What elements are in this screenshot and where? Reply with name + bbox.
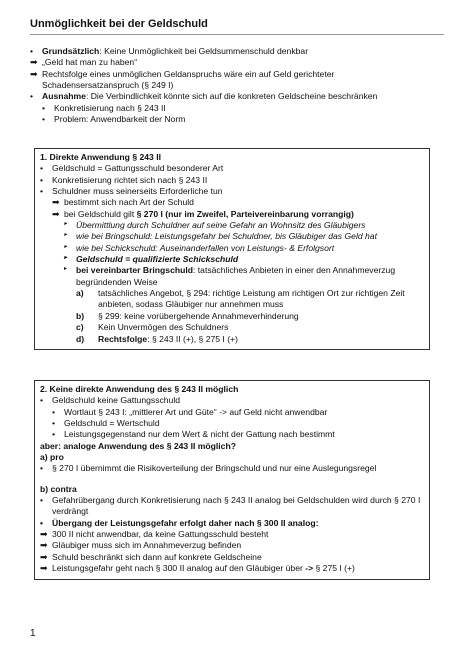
list-item: ➡ bestimmt sich nach Art der Schuld xyxy=(52,197,194,208)
list-item: ➡ Leistungsgefahr geht nach § 300 II analog auf den Gläubiger über -> § 275 I (+) xyxy=(40,563,355,574)
bullet-icon: • xyxy=(40,463,44,474)
triangle-bullet-icon: ▸ xyxy=(64,255,68,262)
list-item: ▸ bei vereinbarter Bringschuld: tatsächliches Anbieten in einer den Annahmeverzug begründenden Weise xyxy=(64,265,396,287)
list-item: ➡ bei Geldschuld gilt § 270 I (nur im Zweifel, Parteivereinbarung vorrangig) xyxy=(52,208,354,219)
list-item: ➡ 300 II nicht anwendbar, da keine Gattungsschuld besteht xyxy=(40,529,269,540)
arrow-right-icon: ➡ xyxy=(40,563,48,574)
arrow-right-icon: ➡ xyxy=(40,551,48,562)
subheading-pro: a) pro xyxy=(40,452,64,463)
list-item: • § 270 I übernimmt die Risikoverteilung der Bringschuld und nur eine Auslegungsregel xyxy=(40,463,377,474)
bullet-icon: • xyxy=(40,395,44,406)
list-item: c) Kein Unvermögen des Schuldners xyxy=(76,322,229,333)
box-heading: 2. Keine direkte Anwendung des § 243 II möglich xyxy=(40,384,239,394)
bullet-icon: • xyxy=(52,406,56,417)
list-item: • Gefahrübergang durch Konkretisierung nach § 243 II analog bei Geldschulden wird durch § 270 I verdrängt xyxy=(40,495,421,517)
list-item: • Geldschuld = Gattungsschuld besonderer Art xyxy=(40,163,224,174)
bullet-icon: • xyxy=(52,418,56,429)
box-heading: 1. Direkte Anwendung § 243 II xyxy=(40,152,161,162)
triangle-bullet-icon: ▸ xyxy=(64,221,68,228)
list-item: d) Rechtsfolge: § 243 II (+), § 275 I (+) xyxy=(76,333,238,344)
arrow-right-icon: ➡ xyxy=(40,540,48,551)
list-item: • Konkretisierung nach § 243 II xyxy=(42,102,166,113)
arrow-right-icon: ➡ xyxy=(40,529,48,540)
list-item: • Leistungsgegenstand nur dem Wert & nicht der Gattung nach bestimmt xyxy=(52,429,335,440)
title-divider xyxy=(30,34,444,35)
list-item: • Konkretisierung richtet sich nach § 243 II xyxy=(40,174,208,185)
bullet-icon: • xyxy=(40,186,44,197)
list-item: • Schuldner muss seinerseits Erforderliche tun xyxy=(40,186,223,197)
bullet-icon: • xyxy=(40,174,44,185)
list-item: ▸ Übermittlung durch Schuldner auf seine Gefahr an Wohnsitz des Gläubigers xyxy=(64,220,366,231)
list-item: ▸ Geldschuld = qualifizierte Schickschuld xyxy=(64,254,239,265)
question-line: aber: analoge Anwendung des § 243 II möglich? xyxy=(40,440,236,451)
list-item: • Problem: Anwendbarkeit der Norm xyxy=(42,114,186,125)
bullet-icon: • xyxy=(30,91,34,102)
bullet-icon: • xyxy=(40,517,44,528)
list-item: ➡ Rechtsfolge eines unmöglichen Geldanspruchs wäre ein auf Geld gerichteter Schadensersatzanspruch (§ 249 I) xyxy=(30,68,335,91)
list-item: ➡ Schuld beschränkt sich dann auf konkrete Geldscheine xyxy=(40,551,262,562)
bullet-icon: • xyxy=(40,163,44,174)
list-item: ➡ Gläubiger muss sich im Annahmeverzug befinden xyxy=(40,540,242,551)
list-item: • Geldschuld = Wertschuld xyxy=(52,418,160,429)
page-title: Unmöglichkeit bei der Geldschuld xyxy=(30,18,208,30)
arrow-right-icon: ➡ xyxy=(52,208,60,219)
arrow-right-icon: ➡ xyxy=(52,197,60,208)
list-item: • Geldschuld keine Gattungsschuld xyxy=(40,395,181,406)
bullet-icon: • xyxy=(40,495,44,506)
list-item: • Ausnahme: Die Verbindlichkeit könnte sich auf die konkreten Geldscheine beschränken xyxy=(30,91,378,102)
list-item: • Grundsätzlich: Keine Unmöglichkeit bei Geldsummenschuld denkbar xyxy=(30,46,309,56)
section-box-direct-application xyxy=(34,148,430,350)
intro-section xyxy=(30,46,430,125)
subheading-contra: b) contra xyxy=(40,483,77,494)
bullet-icon: • xyxy=(30,46,34,56)
list-item: • Wortlaut § 243 I: „mittlerer Art und Güte“ -> auf Geld nicht anwendbar xyxy=(52,406,328,417)
list-item: ▸ wie bei Schickschuld: Auseinanderfallen von Leistungs- & Erfolgsort xyxy=(64,242,335,253)
triangle-bullet-icon: ▸ xyxy=(64,243,68,250)
arrow-right-icon: ➡ xyxy=(30,68,38,79)
page-number: 1 xyxy=(30,628,36,639)
bullet-icon: • xyxy=(42,102,46,113)
list-item: ▸ wie bei Bringschuld: Leistungsgefahr bei Schuldner, bis Gläubiger das Geld hat xyxy=(64,231,377,242)
arrow-right-icon: ➡ xyxy=(30,57,38,68)
section-box-analog-application xyxy=(34,380,430,580)
triangle-bullet-icon: ▸ xyxy=(64,266,68,273)
list-item: a) tatsächliches Angebot, § 294: richtige Leistung am richtigen Ort zur richtigen Zeit anbieten, sodass Gläubiger nur annehmen muss xyxy=(76,288,405,310)
bullet-icon: • xyxy=(42,114,46,125)
list-item: • Übergang der Leistungsgefahr erfolgt daher nach § 300 II analog: xyxy=(40,517,319,528)
list-item: ➡ „Geld hat man zu haben“ xyxy=(30,57,138,68)
triangle-bullet-icon: ▸ xyxy=(64,232,68,239)
bullet-icon: • xyxy=(52,429,56,440)
list-item: b) § 299: keine vorübergehende Annahmeverhinderung xyxy=(76,310,299,321)
